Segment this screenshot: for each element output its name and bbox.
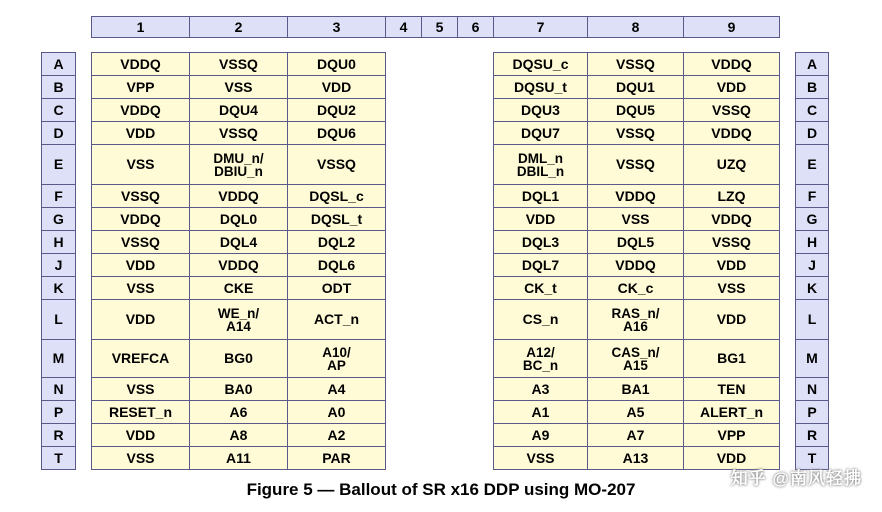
ball-cell: A8	[189, 423, 288, 447]
column-header: 9	[683, 16, 780, 38]
row-label-left: L	[41, 299, 76, 340]
ball-cell: VDD	[287, 75, 386, 99]
ball-cell: VDD	[91, 121, 190, 145]
ball-cell: VSSQ	[683, 98, 780, 122]
ball-cell: A0	[287, 400, 386, 424]
ball-cell: VDD	[683, 253, 780, 277]
column-header: 1	[91, 16, 190, 38]
ball-cell: A13	[587, 446, 684, 470]
row-label-left: R	[41, 423, 76, 447]
ball-cell: VSSQ	[91, 230, 190, 254]
ball-cell: VSS	[493, 446, 588, 470]
ball-cell: DQU0	[287, 52, 386, 76]
ball-cell: CKE	[189, 276, 288, 300]
row-label-left: C	[41, 98, 76, 122]
ball-cell: DQU1	[587, 75, 684, 99]
row-label-left: P	[41, 400, 76, 424]
ball-cell: VDD	[683, 299, 780, 340]
row-label-left: N	[41, 377, 76, 401]
ball-cell: A4	[287, 377, 386, 401]
watermark: 知乎 @南风轻拂	[730, 469, 862, 488]
ball-cell: VSSQ	[587, 144, 684, 185]
ball-cell: DMU_n/ DBIU_n	[189, 144, 288, 185]
ball-cell: VSS	[91, 446, 190, 470]
ball-cell: DQL4	[189, 230, 288, 254]
ball-cell: VSSQ	[587, 52, 684, 76]
ball-cell: VSS	[91, 144, 190, 185]
ball-cell: ALERT_n	[683, 400, 780, 424]
row-label-right: A	[795, 52, 829, 76]
ball-cell: ACT_n	[287, 299, 386, 340]
ball-cell: DQU4	[189, 98, 288, 122]
figure-caption: Figure 5 — Ballout of SR x16 DDP using MO-207	[246, 480, 636, 499]
row-label-right: J	[795, 253, 829, 277]
ball-cell: VPP	[91, 75, 190, 99]
column-header: 8	[587, 16, 684, 38]
ball-cell: CAS_n/ A15	[587, 339, 684, 378]
ball-cell: ODT	[287, 276, 386, 300]
ball-cell: A2	[287, 423, 386, 447]
ball-cell: DQL1	[493, 184, 588, 208]
ball-cell: VSS	[683, 276, 780, 300]
row-label-left: E	[41, 144, 76, 185]
ball-cell: VSS	[91, 276, 190, 300]
ball-cell: VDD	[91, 299, 190, 340]
ball-cell: TEN	[683, 377, 780, 401]
ball-cell: UZQ	[683, 144, 780, 185]
ball-cell: DQSL_t	[287, 207, 386, 231]
row-label-left: G	[41, 207, 76, 231]
row-label-left: D	[41, 121, 76, 145]
ball-cell: VDDQ	[91, 207, 190, 231]
ball-cell: VSSQ	[91, 184, 190, 208]
ball-cell: VSSQ	[287, 144, 386, 185]
column-header: 2	[189, 16, 288, 38]
ball-cell: A11	[189, 446, 288, 470]
row-label-left: F	[41, 184, 76, 208]
ball-cell: DML_n DBIL_n	[493, 144, 588, 185]
row-label-right: D	[795, 121, 829, 145]
row-label-left: B	[41, 75, 76, 99]
ball-cell: DQU2	[287, 98, 386, 122]
row-label-right: H	[795, 230, 829, 254]
row-label-right: G	[795, 207, 829, 231]
ball-cell: DQU3	[493, 98, 588, 122]
ball-cell: VSS	[189, 75, 288, 99]
ball-cell: A3	[493, 377, 588, 401]
ball-cell: BA0	[189, 377, 288, 401]
row-label-left: K	[41, 276, 76, 300]
ball-cell: DQSU_c	[493, 52, 588, 76]
ball-cell: VDD	[493, 207, 588, 231]
ball-cell: CS_n	[493, 299, 588, 340]
ball-cell: VDDQ	[587, 253, 684, 277]
ball-cell: BA1	[587, 377, 684, 401]
row-label-left: T	[41, 446, 76, 470]
ball-cell: DQU6	[287, 121, 386, 145]
ball-cell: A10/ AP	[287, 339, 386, 378]
column-header: 6	[457, 16, 494, 38]
ball-cell: DQL7	[493, 253, 588, 277]
column-header: 5	[421, 16, 458, 38]
row-label-right: N	[795, 377, 829, 401]
ball-cell: WE_n/ A14	[189, 299, 288, 340]
ball-cell: VDDQ	[683, 207, 780, 231]
ball-cell: VSSQ	[189, 52, 288, 76]
ball-cell: RESET_n	[91, 400, 190, 424]
ball-cell: DQSL_c	[287, 184, 386, 208]
ball-cell: VDDQ	[189, 253, 288, 277]
ball-cell: VDD	[91, 423, 190, 447]
ball-cell: VSSQ	[587, 121, 684, 145]
ball-cell: CK_c	[587, 276, 684, 300]
ball-cell: DQL3	[493, 230, 588, 254]
ball-cell: PAR	[287, 446, 386, 470]
row-label-right: B	[795, 75, 829, 99]
ball-cell: VSS	[587, 207, 684, 231]
ball-cell: VDD	[91, 253, 190, 277]
ball-cell: DQL2	[287, 230, 386, 254]
ball-cell: A5	[587, 400, 684, 424]
ball-cell: VDD	[683, 75, 780, 99]
column-header: 7	[493, 16, 588, 38]
row-label-right: P	[795, 400, 829, 424]
ball-cell: A1	[493, 400, 588, 424]
ball-cell: VDDQ	[189, 184, 288, 208]
ball-cell: A6	[189, 400, 288, 424]
row-label-left: H	[41, 230, 76, 254]
ball-cell: DQSU_t	[493, 75, 588, 99]
ball-cell: VDDQ	[587, 184, 684, 208]
ball-cell: DQU5	[587, 98, 684, 122]
column-header: 3	[287, 16, 386, 38]
row-label-left: A	[41, 52, 76, 76]
row-label-right: R	[795, 423, 829, 447]
ball-cell: DQL5	[587, 230, 684, 254]
row-label-left: J	[41, 253, 76, 277]
column-header: 4	[385, 16, 422, 38]
ball-cell: VDDQ	[91, 98, 190, 122]
row-label-right: L	[795, 299, 829, 340]
ball-cell: A12/ BC_n	[493, 339, 588, 378]
ball-cell: VSSQ	[189, 121, 288, 145]
row-label-right: T	[795, 446, 829, 470]
row-label-right: K	[795, 276, 829, 300]
ball-cell: VPP	[683, 423, 780, 447]
row-label-right: E	[795, 144, 829, 185]
ball-cell: VDDQ	[91, 52, 190, 76]
ball-cell: DQL6	[287, 253, 386, 277]
ball-cell: BG0	[189, 339, 288, 378]
ball-cell: A7	[587, 423, 684, 447]
ball-cell: VDDQ	[683, 121, 780, 145]
ball-cell: VSSQ	[683, 230, 780, 254]
ball-cell: LZQ	[683, 184, 780, 208]
row-label-right: F	[795, 184, 829, 208]
row-label-right: C	[795, 98, 829, 122]
ball-cell: DQU7	[493, 121, 588, 145]
ball-cell: VSS	[91, 377, 190, 401]
ball-cell: CK_t	[493, 276, 588, 300]
ball-cell: VREFCA	[91, 339, 190, 378]
ball-cell: RAS_n/ A16	[587, 299, 684, 340]
row-label-right: M	[795, 339, 829, 378]
row-label-left: M	[41, 339, 76, 378]
ball-cell: BG1	[683, 339, 780, 378]
ball-cell: VDD	[683, 446, 780, 470]
ball-cell: VDDQ	[683, 52, 780, 76]
ball-cell: DQL0	[189, 207, 288, 231]
ball-cell: A9	[493, 423, 588, 447]
